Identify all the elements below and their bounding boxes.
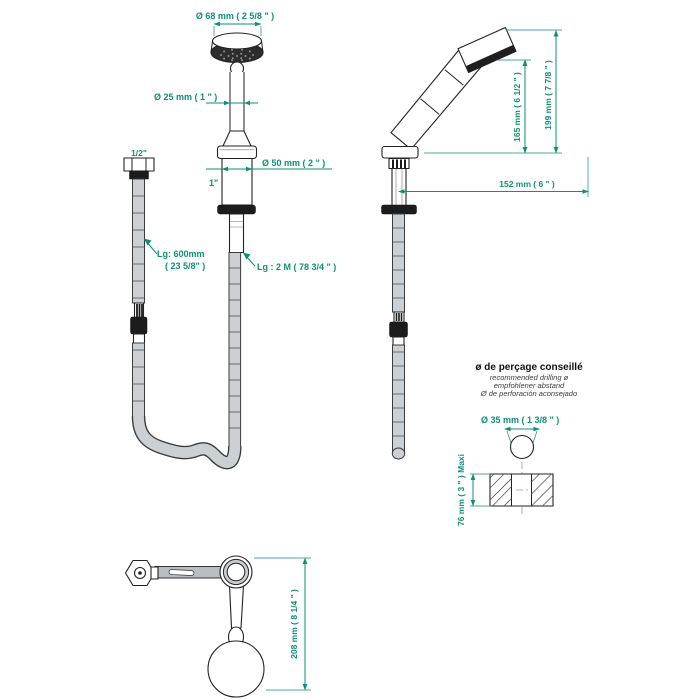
drilling-subtitle-de: empfohlener abstand: [493, 381, 565, 390]
neck-diameter-dimension: Ø 25 mm ( 1 " ): [154, 92, 218, 102]
neck-tube: [230, 72, 245, 131]
body-depth-dimension: 1": [209, 178, 219, 188]
hole-diameter-dimension: Ø 35 mm ( 1 3/8 " ): [481, 415, 560, 425]
shower-hose-length-label: Lg : 2 M ( 78 3/4 " ): [257, 262, 337, 272]
drilling-title: ø de perçage conseillé: [475, 362, 583, 373]
shower-head-front: [211, 33, 263, 75]
shower-head-top-view: [208, 641, 264, 697]
deck-thickness-dimension: 76 mm ( 3 " ) Maxi: [456, 453, 466, 527]
drilling-subtitle-es: Ø de perforación aconsejado: [480, 389, 578, 398]
shower-hose: [229, 253, 241, 447]
horizontal-reach-dimension: 152 mm ( 6 " ): [499, 179, 555, 189]
drilling-guide: [456, 362, 583, 526]
head-diameter-dimension: Ø 68 mm ( 2 5/8 " ): [195, 11, 275, 21]
supply-hose: [124, 148, 154, 418]
below-deck-hose: [390, 214, 408, 459]
front-view: [124, 11, 336, 463]
column-top-view: [230, 585, 244, 628]
overall-length-dimension: 208 mm ( 8 1/4 " ): [289, 589, 299, 659]
body-diameter-dimension: Ø 50 mm ( 2 " ): [262, 158, 326, 168]
height-to-face-dimension: 165 mm ( 6 1/2 " ): [512, 72, 522, 142]
drilling-subtitle-en: recommended drilling ø: [489, 373, 569, 382]
hose-loop: [139, 416, 235, 463]
drill-hole-circle: [511, 436, 534, 459]
overall-height-dimension: 199 mm ( 7 7/8 " ): [543, 60, 553, 130]
mounting-column-front: [218, 131, 257, 253]
bottom-view: [126, 556, 312, 697]
supply-hose-length-inches-label: ( 23 5/8" ): [165, 261, 206, 271]
supply-thread-label: 1/2": [131, 148, 147, 158]
deck-mount-side: [382, 147, 419, 215]
supply-hose-length-label: Lg: 600mm: [157, 249, 205, 259]
hand-shower-side: [391, 28, 516, 150]
arm-slot: [169, 569, 194, 575]
supply-nut: [124, 158, 154, 171]
